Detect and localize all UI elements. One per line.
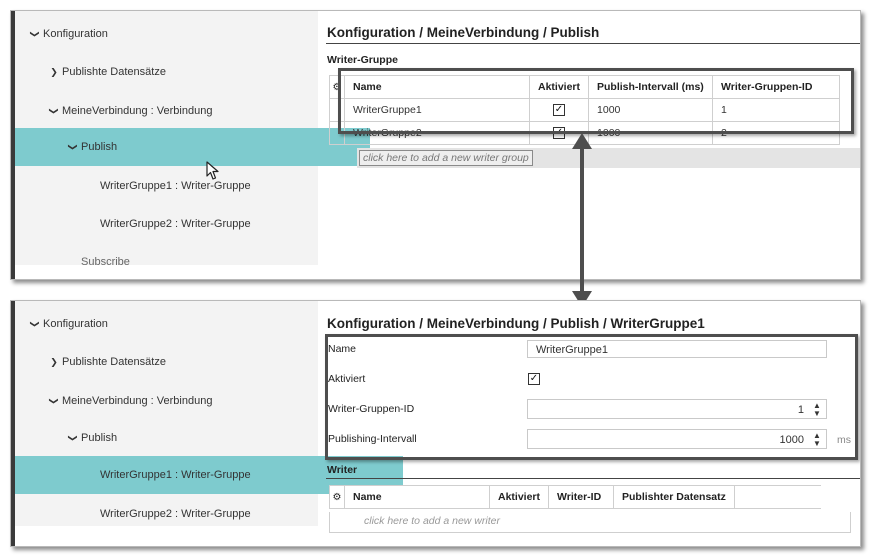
page-title: Konfiguration / MeineVerbindung / Publish / WriterGruppe1 — [327, 316, 705, 331]
cell-name[interactable]: WriterGruppe1 — [345, 99, 530, 122]
tree-item-label: WriterGruppe1 : Writer-Gruppe — [100, 180, 251, 192]
add-writer-row[interactable] — [329, 512, 851, 533]
tree-item-publish[interactable] — [15, 419, 370, 457]
tree-item-label: Publish — [81, 141, 118, 153]
interval-unit: ms — [837, 434, 851, 446]
section-divider — [326, 478, 860, 479]
chevron-down-icon[interactable]: ❯ — [68, 434, 78, 442]
column-header-name[interactable]: Name — [345, 486, 490, 509]
section-label-writer-gruppe: Writer-Gruppe — [327, 54, 398, 66]
tree-item-publishte-datensaetze[interactable] — [15, 343, 351, 381]
tree-item-label: Konfiguration — [43, 318, 108, 330]
spinner-arrows-icon[interactable]: ▲ ▼ — [813, 401, 821, 418]
tree-item-label: Publish — [81, 432, 118, 444]
column-header-name[interactable]: Name — [345, 76, 530, 99]
column-header-writer-gruppen-id[interactable]: Writer-Gruppen-ID — [713, 76, 840, 99]
top-screenshot-panel — [10, 10, 861, 280]
publishing-intervall-value: 1000 — [779, 434, 804, 446]
add-writer-group-input[interactable]: click here to add a new writer group — [359, 150, 533, 166]
tree-item-label: Publishte Datensätze — [62, 356, 166, 368]
cell-intervall[interactable]: 1000 — [589, 122, 713, 145]
main-content — [326, 301, 860, 546]
bottom-screenshot-panel — [10, 300, 861, 547]
tree-item-label: WriterGruppe2 : Writer-Gruppe — [100, 218, 251, 230]
tree-item-meineverbindung[interactable] — [15, 382, 351, 420]
tree-item-meineverbindung[interactable] — [15, 92, 351, 130]
chevron-down-icon[interactable]: ❯ — [68, 143, 78, 151]
navigation-tree — [15, 11, 318, 268]
tree-item-label: MeineVerbindung : Verbindung — [62, 105, 213, 117]
tree-item-label: MeineVerbindung : Verbindung — [62, 395, 213, 407]
checkmark-icon[interactable]: ✓ — [554, 104, 564, 116]
grid-settings-icon[interactable]: ⚙ — [330, 76, 345, 99]
tree-item-konfiguration[interactable] — [15, 305, 332, 343]
column-header-aktiviert[interactable]: Aktiviert — [530, 76, 589, 99]
chevron-right-icon[interactable]: ❯ — [50, 67, 58, 77]
label-name: Name — [328, 343, 357, 355]
cell-name[interactable]: WriterGruppe2 — [345, 122, 530, 145]
section-label-writer: Writer — [327, 464, 358, 476]
tree-item-publishte-datensaetze[interactable] — [15, 53, 351, 91]
navigation-tree — [15, 301, 318, 526]
cell-id[interactable]: 1 — [713, 99, 840, 122]
page-title: Konfiguration / MeineVerbindung / Publish — [327, 25, 600, 40]
chevron-down-icon[interactable]: ❯ — [30, 320, 40, 328]
label-publishing-intervall: Publishing-Intervall — [328, 433, 417, 445]
title-divider — [326, 43, 860, 44]
cell-id[interactable]: 2 — [713, 122, 840, 145]
tree-item-label: Subscribe — [81, 256, 130, 268]
tree-item-label: Konfiguration — [43, 28, 108, 40]
chevron-down-icon[interactable]: ❯ — [30, 30, 40, 38]
tree-item-label: WriterGruppe1 : Writer-Gruppe — [100, 469, 251, 481]
tree-item-publish[interactable] — [15, 128, 370, 166]
tree-item-konfiguration[interactable] — [15, 15, 332, 53]
checkmark-icon[interactable]: ✓ — [554, 127, 564, 139]
tree-item-label: WriterGruppe2 : Writer-Gruppe — [100, 508, 251, 520]
highlight-frame — [325, 334, 858, 460]
grid-settings-icon[interactable]: ⚙ — [330, 486, 345, 509]
column-header-writer-id[interactable]: Writer-ID — [549, 486, 614, 509]
column-header-aktiviert[interactable]: Aktiviert — [490, 486, 549, 509]
add-writer-placeholder[interactable]: click here to add a new writer — [364, 515, 500, 527]
spinner-arrows-icon[interactable]: ▲ ▼ — [813, 431, 821, 448]
chevron-down-icon[interactable]: ❯ — [49, 107, 59, 115]
chevron-right-icon[interactable]: ❯ — [50, 357, 58, 367]
column-header-empty — [735, 486, 822, 509]
label-aktiviert: Aktiviert — [328, 373, 366, 385]
name-input[interactable]: WriterGruppe1 — [527, 340, 827, 358]
checkmark-icon: ✓ — [529, 373, 539, 384]
cell-intervall[interactable]: 1000 — [589, 99, 713, 122]
add-writer-group-row[interactable] — [357, 148, 861, 168]
table-header-row — [330, 486, 822, 509]
writer-table — [329, 485, 821, 509]
highlight-frame — [338, 68, 854, 134]
tree-item-label: Publishte Datensätze — [62, 66, 166, 78]
double-arrow-icon — [571, 133, 593, 307]
mouse-pointer-icon — [206, 161, 220, 181]
chevron-down-icon[interactable]: ❯ — [49, 397, 59, 405]
column-header-publish-intervall[interactable]: Publish-Intervall (ms) — [589, 76, 713, 99]
main-content — [326, 11, 860, 279]
column-header-publishter-datensatz[interactable]: Publishter Datensatz — [614, 486, 735, 509]
label-writer-gruppen-id: Writer-Gruppen-ID — [328, 403, 415, 415]
writer-gruppen-id-value: 1 — [797, 404, 804, 416]
